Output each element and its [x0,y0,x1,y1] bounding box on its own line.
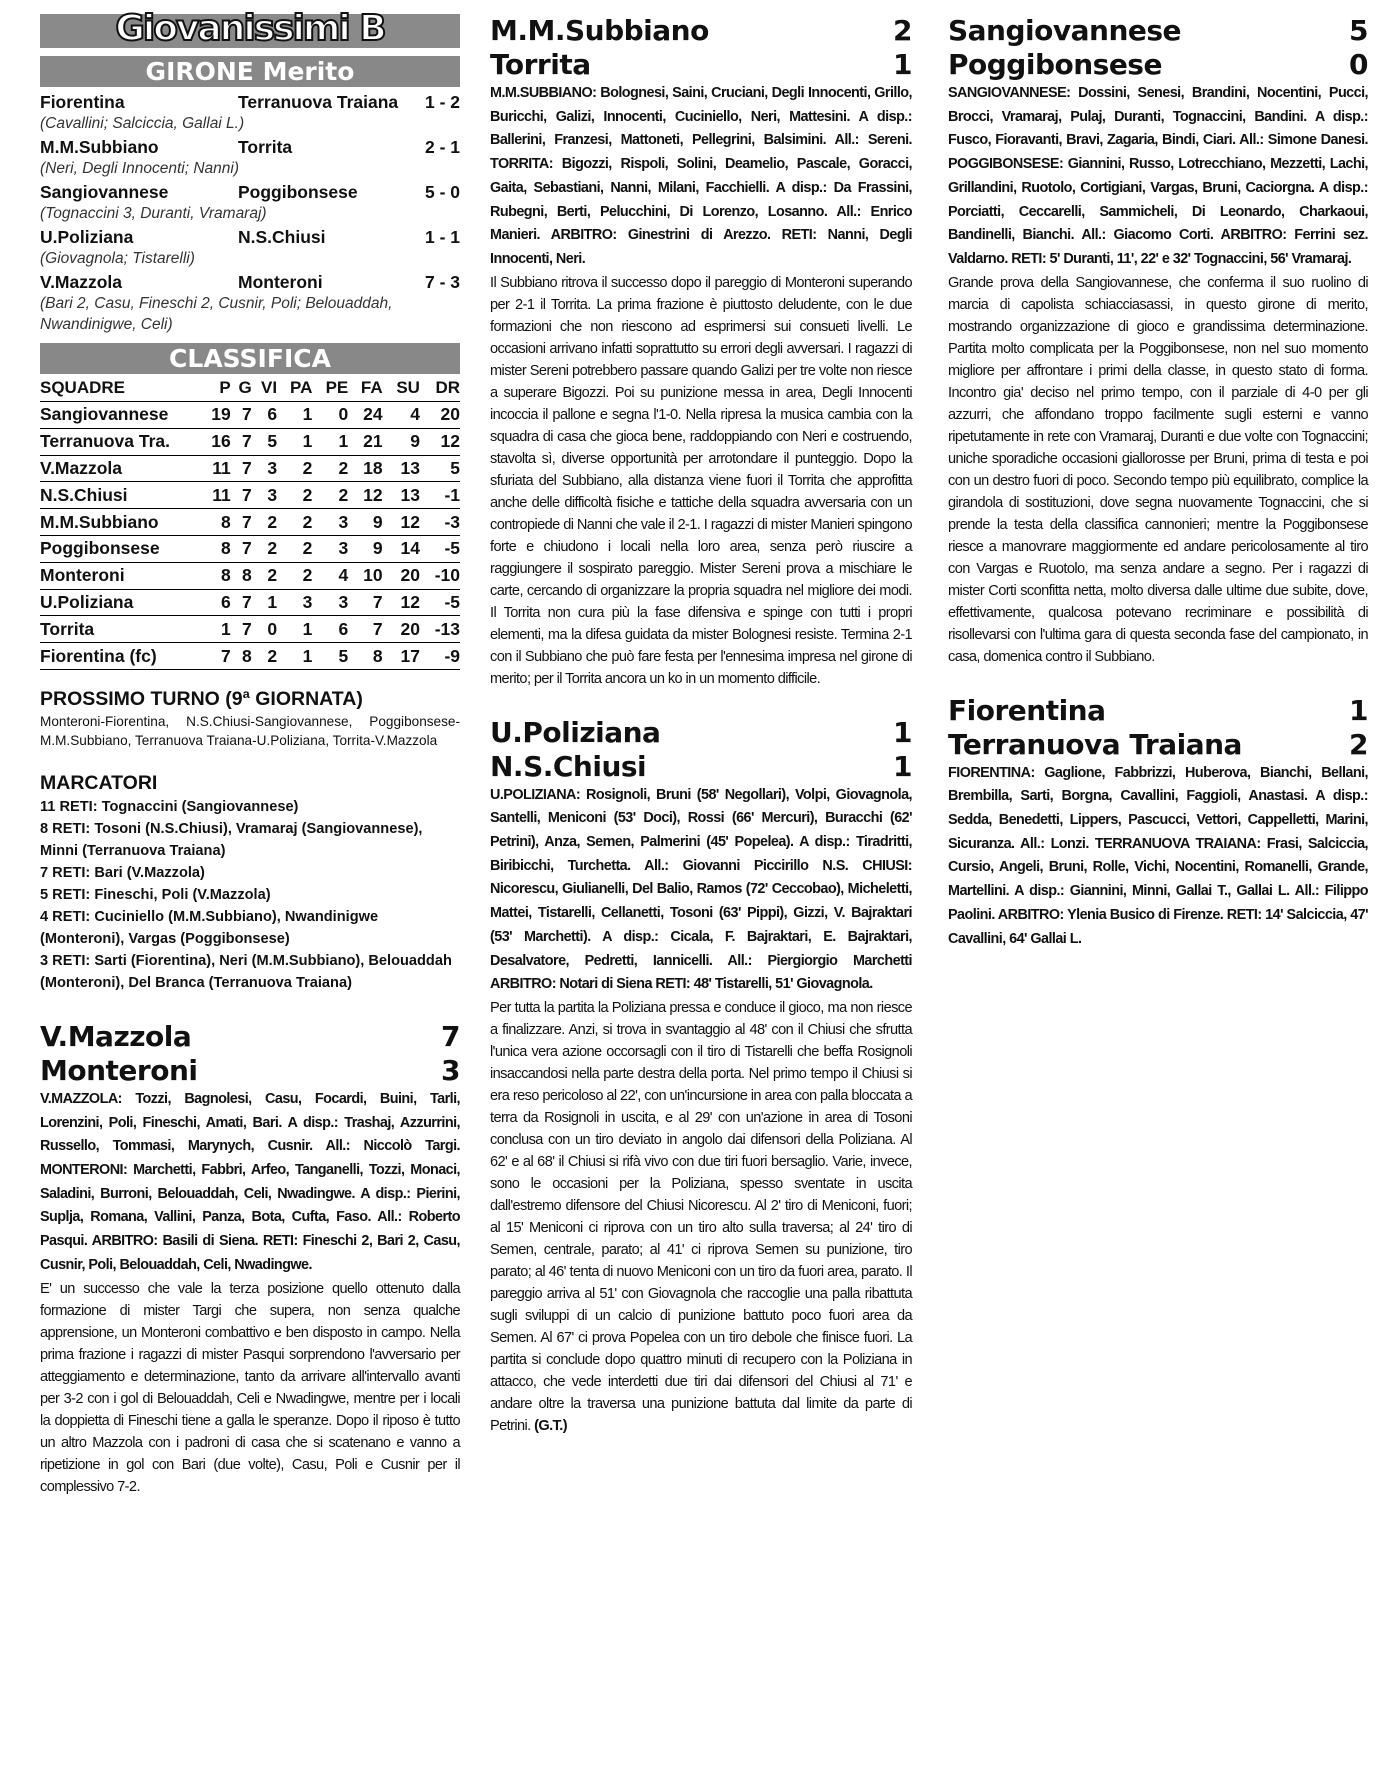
standings-header-cell: PE [312,378,348,402]
column-left [40,8,460,1498]
result-scorers: (Cavallini; Salciccia, Gallai L.) [40,115,245,132]
team-name: Monteroni [40,562,200,589]
stat-cell: -3 [420,509,460,536]
table-row [40,535,460,562]
stat-cell: 3 [312,589,348,616]
stat-cell: 9 [348,509,382,536]
stat-cell: 7 [231,428,252,455]
match-report: E' un successo che vale la terza posizione quello ottenuto dalla formazione di mister Targi che supera, non senza qualche apprensione, un Monteroni combattivo e ben disposto in campo. Nella prima frazione i ragazzi di mister Pasqui sorprendono l'avversario per atteggiamento e determinazione, tanto da arrivare all'intervallo avanti per 3-2 con i gol di Belouaddah, Celi e Nwadingwe, mentre per i locali la doppietta di Fineschi tiene a galla le speranze. Dopo il riposo è tutto un altro Mazzola con i padroni di casa che si scatenano e vanno a ripetizione in gol con Bari (due volte), Casu, Poli e Cusnir per il complessivo 7-2. [40,1280,460,1495]
result-row [40,91,460,113]
team-name: Poggibonsese [40,535,200,562]
table-row [40,562,460,589]
results-list [40,91,460,335]
stat-cell: 6 [312,616,348,643]
stat-cell: 8 [231,562,252,589]
stat-cell: 8 [348,643,382,670]
column-middle [490,14,912,1437]
team-name: Fiorentina (fc) [40,643,200,670]
table-row [40,402,460,429]
stat-cell: 8 [200,509,231,536]
stat-cell: -9 [420,643,460,670]
stat-cell: 7 [200,643,231,670]
match-report: Grande prova della Sangiovannese, che conferma il suo ruolino di marcia di capolista schiacciasassi, in questo girone di merito, mostrando organizzazione di gioco e grandissima determinazione. Partita molto complicata per la Poggibonsese, non nel suo momento migliore per affrontare i primi della classe, in questo stato di forma. Incontro gia' deciso nel primo tempo, con il parziale di 4-0 per gli azzurri, che affondano troppo facilmente sugli esterni e vanno ripetutamente in rete con Vramaraj, Duranti e due volte con Tognaccini; uniche sporadiche occasioni giallorosse per Bruni, prima di testa e poi con un destro fuori di poco. Secondo tempo più equilibrato, complice la girandola di sostituzioni, dove segna nuovamente Tognaccini, che si prende la testa della classifica cannonieri; mentre la Poggibonsese riesce a manovrare maggiormente ed andare pericolosamente al tiro con Vargas e Ruotolo, ma senza andare a segno. Per i ragazzi di mister Corti sconfitta netta, molto diversa dalle ultime due subite, dove, effettivamente, qualcosa potevano recriminare e possibilità di risollevarsi con l'ultima gara di questa seconda fase del campionato, in casa, domenica contro il Subbiano. [948,274,1368,665]
match-lineup: M.M.SUBBIANO: Bolognesi, Saini, Cruciani, Degli Innocenti, Grillo, Buricchi, Galizi, Innocenti, Cuciniello, Neri, Mattesini. A disp.: Ballerini, Franzesi, Mattoneti, Pellegrini, Balsimini. All.: Sereni. TORRITA: Bigozzi, Rispoli, Solini, Deamelio, Pascale, Goracci, Gaita, Sebastiani, Nanni, Milani, Facchielli. A disp.: Da Frassini, Rubegni, Berti, Pelucchini, Di Lorenzo, Losanno. All.: Enrico Manieri. ARBITRO: Ginestrini di Arezzo. RETI: Nanni, Degli Innocenti, Neri. [490,85,912,267]
match-lineup: SANGIOVANNESE: Dossini, Senesi, Brandini, Nocentini, Pucci, Brocci, Vramaraj, Pulaj, Duranti, Tognaccini, Bandini. A disp.: Fusco, Fioravanti, Bravi, Zagaria, Bindi, Ciari. All.: Simone Danesi. POGGIBONSESE: Giannini, Russo, Lotrecchiano, Mezzetti, Lachi, Grillandini, Ruotolo, Cortigiani, Vargas, Bruni, Caciorgna. A disp.: Porciatti, Ceccarelli, Sammicheli, Di Leonardo, Charkaoui, Bandinelli, Bianchi. All.: Giacomo Corti. ARBITRO: Ferrini sez. Valdarno. RETI: 5' Duranti, 11', 22' e 32' Tognaccini, 56' Vramaraj. [948,85,1368,267]
standings-header-cell: SQUADRE [40,378,200,402]
stat-cell: 20 [383,562,420,589]
table-row [40,482,460,509]
stat-cell: -5 [420,535,460,562]
match-mazzola-monteroni [40,1020,460,1498]
result-home: U.Poliziana [40,227,134,247]
standings-header [40,378,460,402]
stat-cell: 2 [252,562,277,589]
stat-cell: 1 [277,402,312,429]
match-report: Per tutta la partita la Poliziana pressa e conduce il gioco, ma non riesce a finalizzare. Anzi, si trova in svantaggio al 48' con il Chiusi che sfrutta l'unica vera azione occorsagli con il tiro di Tistarelli che beffa Rosignoli insaccandosi nella parte destra della porta. Nel primo tempo il Chiusi si era reso pericoloso al 22', con un'incursione in area con palla bloccata a terra da Rosignoli in uscita, e al 29' con un'azione in area di Tosoni conclusa con un tiro deviato in angolo dai difensori della Poliziana. Al 62' e al 68' il Chiusi si rifà vivo con due tiri fuori bersaglio. Varie, invece, sono le occasioni per la Poliziana, spesso sventate in uscita dall'estremo difensore del Chiusi Nicorescu. Al 2' tiro di Meniconi, fuori; al 15' Meniconi ci riprova con un tiro alto sulla traversa; al 24' tiro di Semen, centrale, parato; al 41' ci riprova Semen su punizione, tiro parato; al 46' tenta di nuovo Meniconi con un tiro da fuori area, parato. Il pareggio arriva al 51' con Giovagnola che raccoglie una palla ribattuta sugli sviluppi di un calcio di punizione battuto poco fuori area da Semen. Al 67' ci prova Popelea con un tiro debole che finisce fuori. La partita si conclude dopo quattro minuti di recupero con la Poliziana in attacco, che vede interdetti due tiri dai difensori del Chiusi al 71' e andare oltre la traversa una punizione battuta dal limite da parte di Petrini. (G.T.) [490,999,912,1434]
stat-cell: 2 [277,482,312,509]
result-score: 1 - 1 [424,227,460,247]
stat-cell: 0 [252,616,277,643]
result-row [40,181,460,203]
match-away: N.S.Chiusi 1 [490,749,912,783]
result-home: M.M.Subbiano [40,137,159,157]
table-row [40,428,460,455]
stat-cell: 2 [277,535,312,562]
stat-cell: 3 [312,535,348,562]
match-home: Sangiovannese 5 [948,14,1368,47]
stat-cell: 16 [200,428,231,455]
stat-cell: 1 [252,589,277,616]
standings-table [40,378,460,670]
stat-cell: 3 [277,589,312,616]
stat-cell: 2 [312,482,348,509]
stat-cell: 8 [200,562,231,589]
team-name: V.Mazzola [40,455,200,482]
marcatori-list [40,796,460,994]
match-away: Torrita 1 [490,48,912,81]
match-lineup: FIORENTINA: Gaglione, Fabbrizzi, Huberova, Bianchi, Bellani, Brembilla, Sarti, Borgna, Cavallini, Faggioli, Anastasi. A disp.: Sedda, Benedetti, Lippers, Pascucci, Vettori, Cappelletti, Marini, Sicuranza. All.: Lonzi. TERRANUOVA TRAIANA: Frasi, Salciccia, Cursio, Angeli, Bruni, Rolle, Vichi, Nocentini, Romanelli, Grande, Martellini. A disp.: Giannini, Minni, Gallai T., Gallai L. All.: Filippo Paolini. ARBITRO: Ylenia Busico di Firenze. RETI: 14' Salciccia, 47' Cavallini, 64' Gallai L. [948,764,1368,947]
stat-cell: -1 [420,482,460,509]
stat-cell: 7 [348,589,382,616]
stat-cell: 7 [231,455,252,482]
next-round-title: PROSSIMO TURNO (9ª GIORNATA) [40,687,363,710]
result-home: Fiorentina [40,92,125,112]
stat-cell: 20 [420,402,460,429]
list-item: 11 RETI: Tognaccini (Sangiovannese) [40,798,299,815]
result-score: 5 - 0 [424,182,460,202]
list-item: 7 RETI: Bari (V.Mazzola) [40,864,205,881]
stat-cell: 12 [348,482,382,509]
stat-cell: 1 [277,428,312,455]
stat-cell: 12 [420,428,460,455]
stat-cell: 18 [348,455,382,482]
match-away: Poggibonsese 0 [948,48,1368,81]
stat-cell: 6 [200,589,231,616]
stat-cell: 8 [231,643,252,670]
stat-cell: 1 [200,616,231,643]
stat-cell: 2 [252,643,277,670]
stat-cell: 13 [383,455,420,482]
match-away: Terranuova Traiana 2 [948,727,1368,761]
stat-cell: 5 [420,455,460,482]
match-home: Fiorentina 1 [948,693,1368,727]
stat-cell: 24 [348,402,382,429]
stat-cell: 5 [312,643,348,670]
stat-cell: 2 [277,509,312,536]
stat-cell: 7 [231,589,252,616]
stat-cell: 7 [231,509,252,536]
result-away: Terranuova Traiana [238,92,399,112]
result-scorers: (Tognaccini 3, Duranti, Vramaraj) [40,205,267,222]
result-row [40,226,460,248]
classifica-banner: CLASSIFICA [40,343,460,374]
team-name: Torrita [40,616,200,643]
standings-header-cell: G [231,378,252,402]
result-scorers: (Bari 2, Casu, Fineschi 2, Cusnir, Poli; Belouaddah, Nwandinigwe, Celi) [40,295,393,333]
stat-cell: 2 [312,455,348,482]
stat-cell: 4 [383,402,420,429]
stat-cell: 7 [231,535,252,562]
stat-cell: -5 [420,589,460,616]
team-name: Terranuova Tra. [40,428,200,455]
stat-cell: 7 [231,482,252,509]
stat-cell: 10 [348,562,382,589]
table-row [40,589,460,616]
stat-cell: 1 [277,616,312,643]
result-score: 2 - 1 [424,137,460,157]
stat-cell: 14 [383,535,420,562]
stat-cell: 1 [277,643,312,670]
stat-cell: -13 [420,616,460,643]
team-name: M.M.Subbiano [40,509,200,536]
standings-header-cell: SU [383,378,420,402]
team-name: U.Poliziana [40,589,200,616]
match-poliziana-chiusi [490,716,912,1437]
list-item: 5 RETI: Fineschi, Poli (V.Mazzola) [40,886,271,903]
standings-header-cell: FA [348,378,382,402]
stat-cell: 3 [312,509,348,536]
stat-cell: 2 [252,509,277,536]
stat-cell: 4 [312,562,348,589]
result-score: 1 - 2 [424,92,460,112]
stat-cell: 9 [348,535,382,562]
match-subbiano-torrita [490,14,912,690]
stat-cell: 5 [252,428,277,455]
stat-cell: 12 [383,589,420,616]
match-home: M.M.Subbiano 2 [490,14,912,47]
stat-cell: 8 [200,535,231,562]
table-row [40,509,460,536]
result-away: Torrita [238,137,293,157]
match-fiorentina-terranuova [948,694,1368,952]
result-away: Poggibonsese [238,182,358,202]
stat-cell: 7 [231,402,252,429]
column-right [948,14,1368,951]
table-row [40,616,460,643]
stat-cell: -10 [420,562,460,589]
list-item: 3 RETI: Sarti (Fiorentina), Neri (M.M.Subbiano), Belouaddah (Monteroni), Del Branca (Terranuova Traiana) [40,952,452,991]
result-home: Sangiovannese [40,182,169,202]
marcatori-title: MARCATORI [40,771,158,794]
stat-cell: 9 [383,428,420,455]
table-row [40,643,460,670]
standings-header-cell: VI [252,378,277,402]
match-lineup: U.POLIZIANA: Rosignoli, Bruni (58' Negollari), Volpi, Giovagnola, Santelli, Meniconi (53' Doci), Rossi (66' Mercuri), Buracchi (62' Petrini), Anza, Semen, Palmerini (45' Popelea). A disp.: Tiradritti, Biribicchi, Turchetta. All.: Giovanni Piccirillo N.S. CHIUSI: Nicorescu, Giulianelli, Del Balio, Ramos (72' Ceccobao), Micheletti, Mattei, Tistarelli, Cellanetti, Tosoni (63' Pippi), Gizzi, V. Bajraktari (53' Marchetti). A disp.: Cicala, F. Bajraktari, E. Bajraktari, Desalvatore, Pedretti, Iannicelli. All.: Piergiorgio Marchetti ARBITRO: Notari di Siena RETI: 48' Tistarelli, 51' Giovagnola. [490,786,912,993]
standings-header-cell: DR [420,378,460,402]
page-title: Giovanissimi B [40,14,460,48]
result-score: 7 - 3 [424,272,460,292]
result-away: Monteroni [238,272,323,292]
list-item: 4 RETI: Cuciniello (M.M.Subbiano), Nwandinigwe (Monteroni), Vargas (Poggibonsese) [40,908,379,947]
stat-cell: 17 [383,643,420,670]
result-scorers: (Neri, Degli Innocenti; Nanni) [40,160,240,177]
stat-cell: 2 [277,562,312,589]
result-away: N.S.Chiusi [238,227,326,247]
standings-header-cell: P [200,378,231,402]
stat-cell: 19 [200,402,231,429]
match-away: Monteroni 3 [40,1053,460,1087]
list-item: 8 RETI: Tosoni (N.S.Chiusi), Vramaraj (Sangiovannese), Minni (Terranuova Traiana) [40,820,423,859]
next-round-list: Monteroni-Fiorentina, N.S.Chiusi-Sangiovannese, Poggibonsese-M.M.Subbiano, Terranuova Traiana-U.Poliziana, Torrita-V.Mazzola [40,713,460,748]
table-row [40,455,460,482]
match-home: U.Poliziana 1 [490,715,912,749]
author-signature: (G.T.) [534,1417,567,1434]
stat-cell: 0 [312,402,348,429]
stat-cell: 2 [277,455,312,482]
match-sangiovannese-poggibonsese [948,14,1368,668]
stat-cell: 6 [252,402,277,429]
stat-cell: 7 [348,616,382,643]
standings-header-cell: PA [277,378,312,402]
stat-cell: 2 [252,535,277,562]
stat-cell: 3 [252,482,277,509]
team-name: N.S.Chiusi [40,482,200,509]
stat-cell: 21 [348,428,382,455]
match-lineup: V.MAZZOLA: Tozzi, Bagnolesi, Casu, Focardi, Buini, Tarli, Lorenzini, Poli, Fineschi, Amati, Bari. A disp.: Trashaj, Azzurrini, Russello, Tommasi, Marynych, Cusnir. All.: Niccolò Targi. MONTERONI: Marchetti, Fabbri, Arfeo, Tanganelli, Tozzi, Monaci, Saladini, Burroni, Belouaddah, Celi, Nwadingwe. A disp.: Pierini, Suplja, Romana, Vallini, Panza, Bota, Cufta, Faso. All.: Roberto Pasqui. ARBITRO: Basili di Siena. RETI: Fineschi 2, Bari 2, Casu, Cusnir, Poli, Belouaddah, Celi, Nwadingwe. [40,1090,460,1273]
stat-cell: 13 [383,482,420,509]
stat-cell: 11 [200,482,231,509]
stat-cell: 7 [231,616,252,643]
girone-banner: GIRONE Merito [40,56,460,87]
result-home: V.Mazzola [40,272,123,292]
stat-cell: 1 [312,428,348,455]
result-row [40,271,460,293]
team-name: Sangiovannese [40,402,200,429]
match-home: V.Mazzola 7 [40,1019,460,1053]
result-row [40,136,460,158]
stat-cell: 20 [383,616,420,643]
stat-cell: 3 [252,455,277,482]
stat-cell: 12 [383,509,420,536]
match-report: Il Subbiano ritrova il successo dopo il pareggio di Monteroni superando per 2-1 il Torrita. La prima frazione è piuttosto deludente, con le due formazioni che non riescono ad esprimersi sui consueti livelli. Le occasioni arrivano infatti soprattutto su errori degli avversari. I ragazzi di mister Sereni potrebbero passare quando Galizi per tre volte non riesce a superare Bigozzi. Poi su punizione messa in area, Degli Innocenti incoccia il pallone e segna l'1-0. Nella ripresa la musica cambia con la squadra di casa che gioca bene, raddoppiando con Neri e costruendo, stavolta sì, diverse opportunità per arrotondare il punteggio. Dopo la sfuriata del Subbiano, alla distanza viene fuori il Torrita che approfitta anche delle difficoltà fisiche e tattiche della squadra avversaria con un contropiede di Nanni che vale il 2-1. I ragazzi di mister Manieri spingono forte e chiudono i locali nella loro area, senza però riuscire a raggiungere il sospirato pareggio. Mister Sereni prova a mischiare le carte, cercando di organizzare la propria squadra nel migliore dei modi. Il Torrita non cura più la fase difensiva e spinge con tutti i propri elementi, ma la difesa guidata da mister Bolognesi resiste. Termina 2-1 con il Subbiano che può fare festa per l'ennesima impresa nel girone di merito; per il Torrita ancora un ko in un momento difficile. [490,274,912,687]
stat-cell: 11 [200,455,231,482]
result-scorers: (Giovagnola; Tistarelli) [40,250,195,267]
